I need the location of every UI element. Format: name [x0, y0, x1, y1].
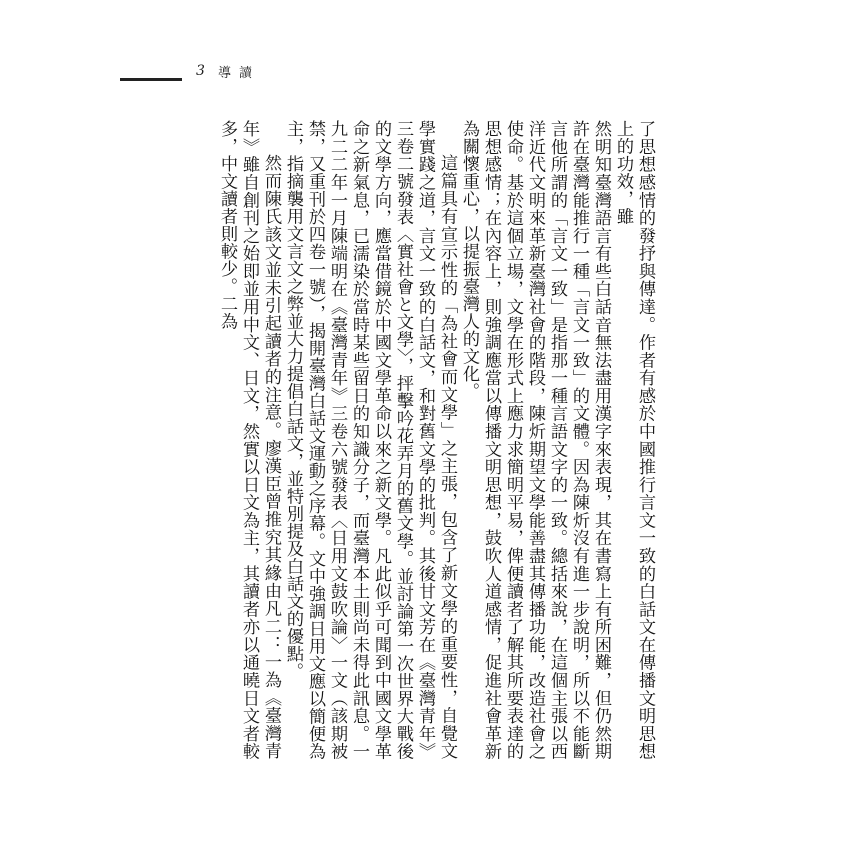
page-number: 3 — [196, 63, 205, 79]
paragraph-2: 這篇具有宣示性的「為社會而文學」之主張，包含了新文學的重要性，自覺文學實踐之道，言文一致的白話文，和對舊文學的批判。其後甘文芳在《臺灣青年》三卷二號發表〈實社會と文學〉，抨擊吟花弄月的舊文學。並討論第一次世界大戰後的文學方向，應當借鏡於中國文學革命以來之新文學。凡此似乎可聞到中國文學革命之新氣息，已濡染於當時某些留日的知識分子，而臺灣本土則尚未得此訊息。一九二二年一月陳端明在《臺灣青年》三卷六號發表〈日用文鼓吹論〉一文（該期被禁，又重刊於四卷一號），揭開臺灣白話文運動之序幕。文中強調日用文應以簡便為主，指摘襲用文言文之弊並大力提倡白話文，並特別提及白話文的優點。 — [283, 120, 457, 760]
chapter-title: 導讀 — [218, 66, 261, 81]
vertical-text-body — [196, 120, 656, 760]
paragraph-continued-fragment: 了思想感情的發抒與傳達。作者有感於中國推行言文一致的白話文在傳播文明思想上的功效，雖 — [613, 120, 655, 760]
header-rule — [120, 78, 182, 81]
paragraph-3: 然而陳氏該文並未引起讀者的注意。廖漢臣曾推究其緣由凡二：一為《臺灣青年》雖自創刊之始即並用中文、日文，然實以日文為主，其讀者亦以通曉日文者較多，中文讀者則較少。二為 — [217, 120, 281, 760]
running-header — [120, 62, 320, 86]
paragraph-1-continued: 然明知臺灣語言有些白話音無法盡用漢字來表現，其在書寫上有所困難，但仍然期許在臺灣能推行一種「言文一致」的文體。因為陳炘沒有進一步說明，所以不能斷言他所謂的「言文一致」是指那一種言語文字的一致。總括來說，在這個主張以西洋近代文明來革新臺灣社會的階段，陳炘期望文學能善盡其傳播功能，改造社會之使命。基於這個立場，文學在形式上應力求簡明平易，俾便讀者了解其所要表達的思想感情；在內容上，則強調應當以傳播文明思想，鼓吹人道感情，促進社會革新為關懷重心，以提振臺灣人的文化。 — [459, 120, 611, 760]
